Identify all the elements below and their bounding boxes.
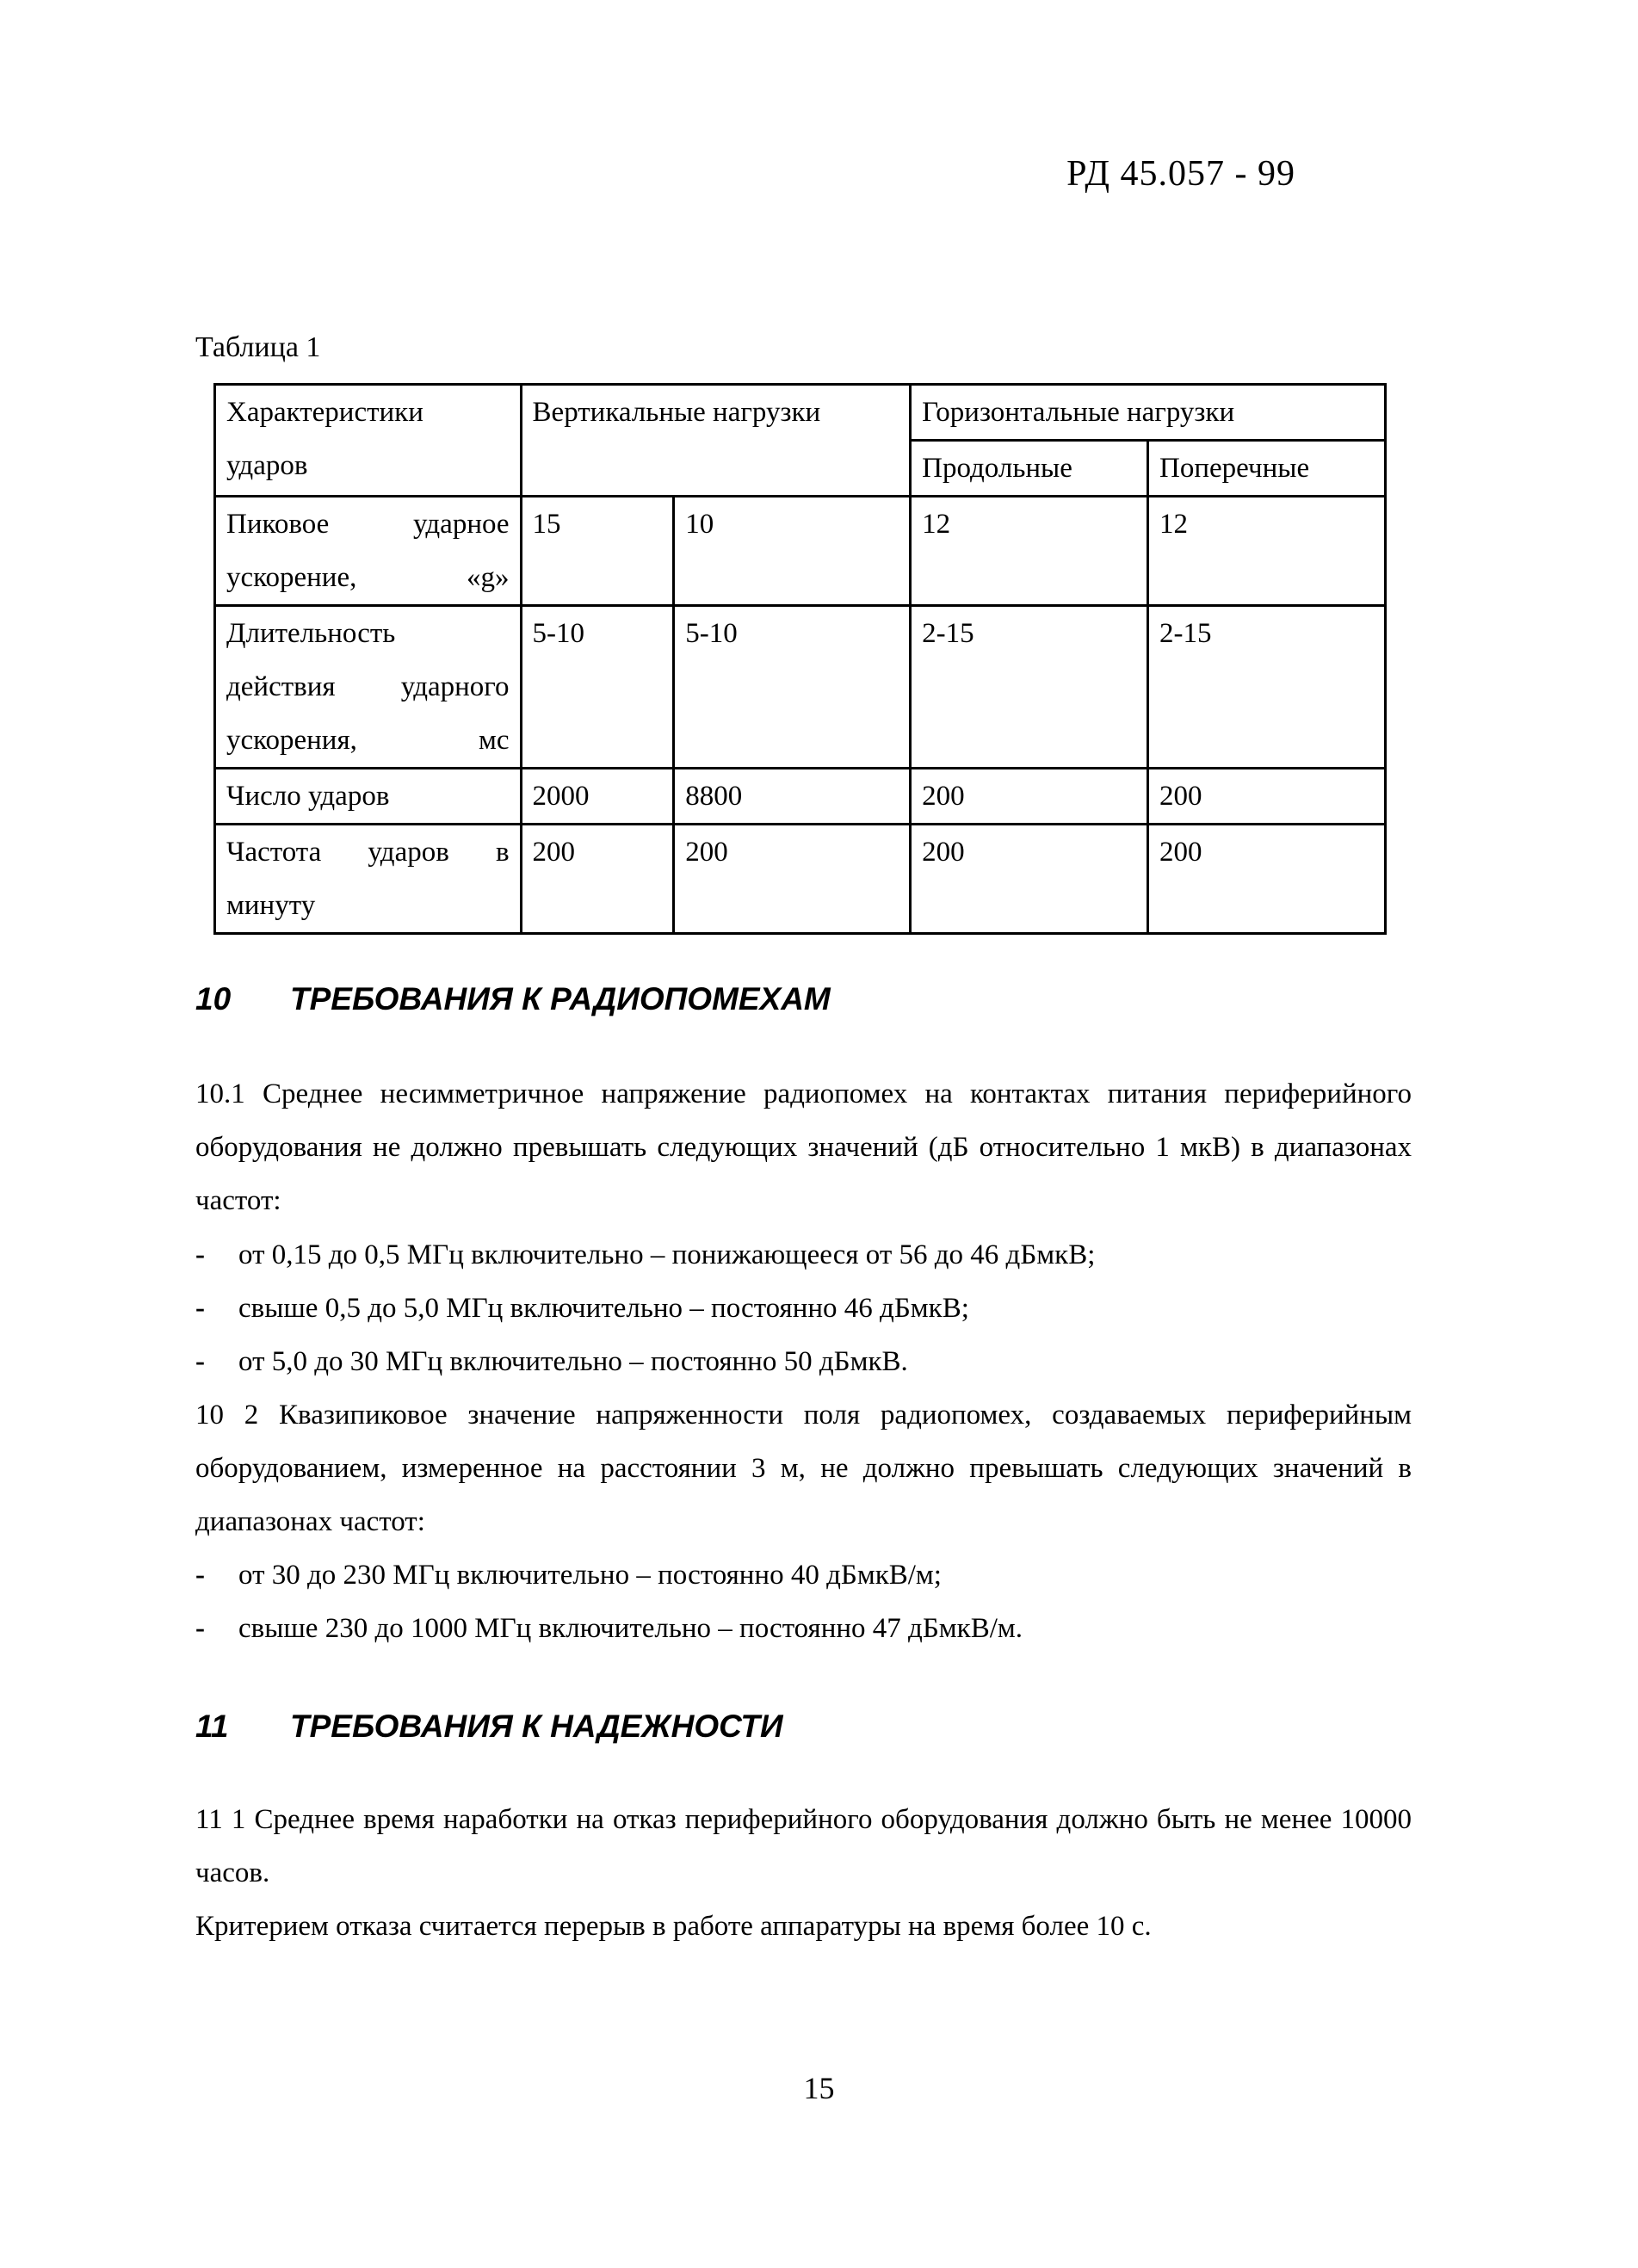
section-number: 11 [195, 1709, 229, 1744]
list-item-text: от 5,0 до 30 МГц включительно – постоянно 50 дБмкВ. [238, 1346, 908, 1377]
list-item-text: свыше 0,5 до 5,0 МГц включительно – постоянно 46 дБмкВ; [238, 1293, 969, 1324]
paragraph-11-1: 11 1 Среднее время наработки на отказ периферийного оборудования должно быть не менее 10000 часов. [195, 1804, 1412, 1888]
table-header-row [215, 385, 1386, 441]
cell-vertical-2: 8800 [674, 769, 911, 825]
section-title: ТРЕБОВАНИЯ К РАДИОПОМЕХАМ [290, 981, 831, 1017]
cell-vertical-1: 15 [521, 497, 674, 606]
document-code: РД 45.057 - 99 [1066, 154, 1295, 194]
cell-vertical-1: 5-10 [521, 606, 674, 769]
list-item-text: от 30 до 230 МГц включительно – постоянно 40 дБмкВ/м; [238, 1560, 942, 1591]
cell-vertical-1: 2000 [521, 769, 674, 825]
header-longitudinal: Продольные [911, 441, 1148, 497]
table-caption: Таблица 1 [195, 331, 321, 363]
cell-transverse: 2-15 [1148, 606, 1386, 769]
paragraph-10-2: 10 2 Квазипиковое значение напряженности поля радиопомех, создаваемых периферийным оборудованием, измеренное на расстоянии 3 м, не должно превышать следующих значений в диапазонах частот: [195, 1400, 1412, 1537]
row-label [215, 825, 522, 934]
row-label-line: действия ударного [226, 671, 510, 702]
row-label [215, 606, 522, 769]
bullet-dash: - [195, 1560, 205, 1591]
header-characteristics [215, 385, 522, 497]
row-label-line: Длительность [226, 618, 396, 649]
table-row [215, 497, 1386, 606]
bullet-dash: - [195, 1293, 205, 1324]
shock-load-table [213, 383, 1387, 935]
header-vertical: Вертикальные нагрузки [521, 385, 911, 497]
header-horizontal: Горизонтальные нагрузки [911, 385, 1386, 441]
cell-transverse: 200 [1148, 769, 1386, 825]
list-item [195, 1602, 1412, 1655]
cell-longitudinal: 200 [911, 825, 1148, 934]
list-item [195, 1548, 1412, 1602]
cell-transverse: 200 [1148, 825, 1386, 934]
cell-vertical-2: 10 [674, 497, 911, 606]
list-item-text: свыше 230 до 1000 МГц включительно – постоянно 47 дБмкВ/м. [238, 1613, 1023, 1644]
section-number: 10 [195, 981, 232, 1017]
list-item [195, 1282, 1412, 1335]
row-label-line: ускорения, мс [226, 725, 510, 756]
cell-transverse: 12 [1148, 497, 1386, 606]
cell-vertical-1: 200 [521, 825, 674, 934]
cell-longitudinal: 2-15 [911, 606, 1148, 769]
row-label-line: ускорение, «g» [226, 562, 510, 593]
header-characteristics-line1: Характеристики [226, 397, 423, 428]
section-10-heading [195, 981, 831, 1017]
header-transverse: Поперечные [1148, 441, 1386, 497]
bullet-dash: - [195, 1613, 205, 1644]
cell-longitudinal: 200 [911, 769, 1148, 825]
bullet-dash: - [195, 1239, 205, 1270]
cell-vertical-2: 200 [674, 825, 911, 934]
page-number: 15 [803, 2071, 835, 2105]
paragraph-11-criterion: Критерием отказа считается перерыв в работе аппаратуры на время более 10 с. [195, 1911, 1152, 1942]
cell-longitudinal: 12 [911, 497, 1148, 606]
table-row [215, 606, 1386, 769]
row-label: Число ударов [215, 769, 522, 825]
row-label-line: Частота ударов в [226, 837, 510, 868]
paragraph-10-1: 10.1 Среднее несимметричное напряжение радиопомех на контактах питания периферийного оборудования не должно превышать следующих значений (дБ относительно 1 мкВ) в диапазонах частот: [195, 1078, 1412, 1216]
table-row [215, 825, 1386, 934]
row-label-line: Пиковое ударное [226, 509, 510, 540]
bullet-dash: - [195, 1346, 205, 1377]
header-characteristics-line2: ударов [226, 450, 308, 481]
table-row [215, 769, 1386, 825]
list-item-text: от 0,15 до 0,5 МГц включительно – понижающееся от 56 до 46 дБмкВ; [238, 1239, 1096, 1270]
section-title: ТРЕБОВАНИЯ К НАДЕЖНОСТИ [290, 1709, 783, 1744]
list-item [195, 1228, 1412, 1282]
row-label-line: минуту [226, 890, 316, 921]
list-item [195, 1335, 1412, 1388]
section-11-heading [195, 1709, 783, 1745]
row-label [215, 497, 522, 606]
cell-vertical-2: 5-10 [674, 606, 911, 769]
